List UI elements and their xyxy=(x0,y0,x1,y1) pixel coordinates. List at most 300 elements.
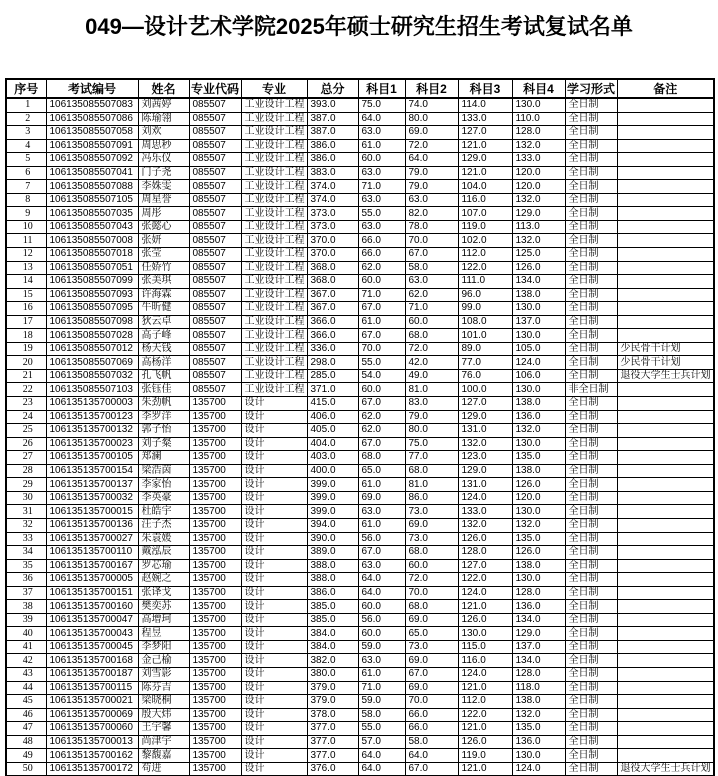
cell-subject3: 126.0 xyxy=(458,613,512,627)
cell-subject4: 135.0 xyxy=(512,722,565,736)
cell-total: 373.0 xyxy=(307,220,358,234)
cell-subject3: 122.0 xyxy=(458,708,512,722)
cell-major-code: 085507 xyxy=(189,342,241,356)
cell-subject3: 121.0 xyxy=(458,722,512,736)
cell-name: 张懿心 xyxy=(138,220,189,234)
cell-subject4: 136.0 xyxy=(512,410,565,424)
cell-total: 386.0 xyxy=(307,153,358,167)
cell-major-code: 135700 xyxy=(189,424,241,438)
cell-study-form: 全日制 xyxy=(565,573,617,587)
cell-major-code: 135700 xyxy=(189,559,241,573)
cell-subject2: 70.0 xyxy=(405,234,458,248)
cell-subject1: 63.0 xyxy=(358,559,405,573)
cell-total: 366.0 xyxy=(307,329,358,343)
cell-major: 工业设计工程 xyxy=(241,112,307,126)
cell-remark xyxy=(617,315,714,329)
cell-major-code: 085507 xyxy=(189,220,241,234)
cell-study-form: 全日制 xyxy=(565,600,617,614)
cell-subject3: 127.0 xyxy=(458,559,512,573)
cell-subject2: 73.0 xyxy=(405,640,458,654)
cell-exam-id: 106135135700013 xyxy=(46,735,138,749)
cell-major-code: 135700 xyxy=(189,640,241,654)
table-row xyxy=(6,451,714,465)
cell-remark xyxy=(617,410,714,424)
cell-major: 工业设计工程 xyxy=(241,234,307,248)
table-row xyxy=(6,397,714,411)
cell-major-code: 085507 xyxy=(189,139,241,153)
cell-index: 13 xyxy=(6,261,46,275)
cell-major: 工业设计工程 xyxy=(241,220,307,234)
cell-subject2: 81.0 xyxy=(405,383,458,397)
table-row xyxy=(6,505,714,519)
cell-subject2: 66.0 xyxy=(405,722,458,736)
cell-study-form: 全日制 xyxy=(565,248,617,262)
cell-total: 377.0 xyxy=(307,735,358,749)
cell-subject1: 63.0 xyxy=(358,505,405,519)
cell-major: 工业设计工程 xyxy=(241,383,307,397)
cell-name: 尚津宇 xyxy=(138,735,189,749)
cell-total: 368.0 xyxy=(307,275,358,289)
cell-study-form: 全日制 xyxy=(565,518,617,532)
cell-subject2: 60.0 xyxy=(405,315,458,329)
cell-major-code: 085507 xyxy=(189,98,241,112)
cell-remark xyxy=(617,478,714,492)
cell-total: 403.0 xyxy=(307,451,358,465)
cell-index: 23 xyxy=(6,397,46,411)
table-row xyxy=(6,207,714,221)
column-header-name: 姓名 xyxy=(138,79,189,98)
cell-subject3: 114.0 xyxy=(458,98,512,112)
cell-name: 刘欢 xyxy=(138,126,189,140)
cell-total: 377.0 xyxy=(307,722,358,736)
cell-major-code: 135700 xyxy=(189,518,241,532)
cell-major: 设计 xyxy=(241,410,307,424)
cell-subject2: 62.0 xyxy=(405,288,458,302)
cell-subject1: 64.0 xyxy=(358,749,405,763)
cell-subject3: 99.0 xyxy=(458,302,512,316)
cell-exam-id: 106135085507103 xyxy=(46,383,138,397)
cell-subject1: 71.0 xyxy=(358,288,405,302)
cell-major-code: 085507 xyxy=(189,126,241,140)
cell-exam-id: 106135135700105 xyxy=(46,451,138,465)
cell-exam-id: 106135085507095 xyxy=(46,302,138,316)
cell-name: 张译戈 xyxy=(138,586,189,600)
cell-remark xyxy=(617,491,714,505)
cell-major: 设计 xyxy=(241,451,307,465)
cell-index: 36 xyxy=(6,573,46,587)
cell-subject1: 55.0 xyxy=(358,722,405,736)
cell-study-form: 全日制 xyxy=(565,627,617,641)
cell-name: 李梦阳 xyxy=(138,640,189,654)
cell-remark xyxy=(617,749,714,763)
cell-subject1: 68.0 xyxy=(358,451,405,465)
cell-study-form: 全日制 xyxy=(565,424,617,438)
cell-remark xyxy=(617,464,714,478)
table-row xyxy=(6,220,714,234)
cell-major-code: 085507 xyxy=(189,356,241,370)
cell-index: 3 xyxy=(6,126,46,140)
cell-subject1: 59.0 xyxy=(358,640,405,654)
cell-exam-id: 106135135700043 xyxy=(46,627,138,641)
cell-subject3: 116.0 xyxy=(458,193,512,207)
cell-major: 设计 xyxy=(241,586,307,600)
cell-exam-id: 106135135700032 xyxy=(46,491,138,505)
cell-subject4: 130.0 xyxy=(512,749,565,763)
cell-exam-id: 106135135700132 xyxy=(46,424,138,438)
column-header-major-code: 专业代码 xyxy=(189,79,241,98)
cell-study-form: 全日制 xyxy=(565,410,617,424)
cell-index: 40 xyxy=(6,627,46,641)
cell-subject4: 126.0 xyxy=(512,478,565,492)
cell-major: 工业设计工程 xyxy=(241,166,307,180)
cell-subject3: 133.0 xyxy=(458,112,512,126)
cell-name: 汪子杰 xyxy=(138,518,189,532)
cell-major: 设计 xyxy=(241,424,307,438)
cell-total: 394.0 xyxy=(307,518,358,532)
cell-total: 400.0 xyxy=(307,464,358,478)
cell-major-code: 085507 xyxy=(189,166,241,180)
cell-subject1: 71.0 xyxy=(358,681,405,695)
cell-subject1: 63.0 xyxy=(358,166,405,180)
cell-subject4: 132.0 xyxy=(512,234,565,248)
cell-subject4: 132.0 xyxy=(512,139,565,153)
cell-subject4: 130.0 xyxy=(512,329,565,343)
cell-total: 382.0 xyxy=(307,654,358,668)
cell-subject3: 112.0 xyxy=(458,695,512,709)
cell-major-code: 135700 xyxy=(189,681,241,695)
cell-subject3: 119.0 xyxy=(458,749,512,763)
cell-total: 384.0 xyxy=(307,627,358,641)
cell-name: 牛昕健 xyxy=(138,302,189,316)
table-row xyxy=(6,437,714,451)
cell-total: 374.0 xyxy=(307,193,358,207)
cell-remark xyxy=(617,261,714,275)
cell-subject4: 130.0 xyxy=(512,98,565,112)
cell-subject3: 121.0 xyxy=(458,681,512,695)
cell-major: 工业设计工程 xyxy=(241,288,307,302)
cell-subject3: 119.0 xyxy=(458,220,512,234)
cell-subject1: 63.0 xyxy=(358,654,405,668)
cell-subject2: 86.0 xyxy=(405,491,458,505)
cell-subject1: 64.0 xyxy=(358,112,405,126)
cell-exam-id: 106135085507035 xyxy=(46,207,138,221)
cell-subject3: 122.0 xyxy=(458,573,512,587)
cell-major-code: 085507 xyxy=(189,153,241,167)
cell-subject2: 69.0 xyxy=(405,613,458,627)
cell-remark xyxy=(617,681,714,695)
cell-major-code: 135700 xyxy=(189,437,241,451)
table-row xyxy=(6,573,714,587)
cell-exam-id: 106135135700021 xyxy=(46,695,138,709)
cell-total: 384.0 xyxy=(307,640,358,654)
cell-subject4: 128.0 xyxy=(512,126,565,140)
column-header-subject2: 科目2 xyxy=(405,79,458,98)
cell-major-code: 085507 xyxy=(189,329,241,343)
column-header-study-form: 学习形式 xyxy=(565,79,617,98)
cell-study-form: 全日制 xyxy=(565,261,617,275)
table-row xyxy=(6,667,714,681)
cell-subject4: 130.0 xyxy=(512,505,565,519)
table-row xyxy=(6,491,714,505)
table-row xyxy=(6,627,714,641)
cell-subject4: 120.0 xyxy=(512,180,565,194)
cell-study-form: 全日制 xyxy=(565,762,617,776)
cell-study-form: 全日制 xyxy=(565,735,617,749)
cell-subject3: 127.0 xyxy=(458,126,512,140)
cell-subject3: 124.0 xyxy=(458,667,512,681)
cell-subject1: 60.0 xyxy=(358,600,405,614)
cell-total: 370.0 xyxy=(307,248,358,262)
table-row xyxy=(6,234,714,248)
cell-subject4: 130.0 xyxy=(512,302,565,316)
cell-subject4: 132.0 xyxy=(512,193,565,207)
cell-remark xyxy=(617,735,714,749)
cell-subject3: 133.0 xyxy=(458,505,512,519)
cell-major-code: 135700 xyxy=(189,586,241,600)
cell-subject1: 57.0 xyxy=(358,735,405,749)
cell-subject2: 58.0 xyxy=(405,735,458,749)
cell-index: 20 xyxy=(6,356,46,370)
cell-subject1: 70.0 xyxy=(358,342,405,356)
cell-index: 39 xyxy=(6,613,46,627)
cell-subject4: 105.0 xyxy=(512,342,565,356)
cell-exam-id: 106135135700023 xyxy=(46,437,138,451)
cell-name: 张钰佳 xyxy=(138,383,189,397)
cell-major-code: 085507 xyxy=(189,248,241,262)
cell-subject1: 60.0 xyxy=(358,383,405,397)
cell-study-form: 全日制 xyxy=(565,586,617,600)
cell-subject2: 67.0 xyxy=(405,762,458,776)
cell-subject4: 126.0 xyxy=(512,261,565,275)
table-row xyxy=(6,356,714,370)
cell-remark xyxy=(617,600,714,614)
cell-index: 2 xyxy=(6,112,46,126)
cell-subject1: 60.0 xyxy=(358,153,405,167)
table-row xyxy=(6,559,714,573)
cell-remark xyxy=(617,112,714,126)
cell-major-code: 135700 xyxy=(189,478,241,492)
cell-subject3: 111.0 xyxy=(458,275,512,289)
cell-major-code: 085507 xyxy=(189,234,241,248)
table-row xyxy=(6,464,714,478)
cell-total: 376.0 xyxy=(307,762,358,776)
cell-exam-id: 106135135700110 xyxy=(46,546,138,560)
cell-exam-id: 106135085507093 xyxy=(46,288,138,302)
cell-subject4: 130.0 xyxy=(512,437,565,451)
cell-total: 404.0 xyxy=(307,437,358,451)
cell-subject1: 62.0 xyxy=(358,424,405,438)
cell-subject2: 79.0 xyxy=(405,166,458,180)
cell-major-code: 135700 xyxy=(189,708,241,722)
cell-name: 李家怡 xyxy=(138,478,189,492)
cell-remark xyxy=(617,234,714,248)
cell-subject1: 67.0 xyxy=(358,329,405,343)
cell-index: 15 xyxy=(6,288,46,302)
cell-major-code: 135700 xyxy=(189,397,241,411)
column-header-subject3: 科目3 xyxy=(458,79,512,98)
cell-major: 设计 xyxy=(241,762,307,776)
cell-index: 35 xyxy=(6,559,46,573)
cell-major-code: 135700 xyxy=(189,532,241,546)
cell-index: 31 xyxy=(6,505,46,519)
cell-remark xyxy=(617,302,714,316)
cell-subject3: 122.0 xyxy=(458,261,512,275)
cell-index: 50 xyxy=(6,762,46,776)
cell-remark xyxy=(617,654,714,668)
cell-remark xyxy=(617,559,714,573)
cell-name: 戴泓辰 xyxy=(138,546,189,560)
cell-total: 386.0 xyxy=(307,586,358,600)
cell-major: 设计 xyxy=(241,491,307,505)
column-header-index: 序号 xyxy=(6,79,46,98)
cell-name: 周彤 xyxy=(138,207,189,221)
cell-major: 设计 xyxy=(241,667,307,681)
table-row xyxy=(6,654,714,668)
table-row xyxy=(6,369,714,383)
cell-exam-id: 106135085507092 xyxy=(46,153,138,167)
cell-subject2: 72.0 xyxy=(405,342,458,356)
cell-subject3: 121.0 xyxy=(458,166,512,180)
cell-study-form: 全日制 xyxy=(565,654,617,668)
cell-subject2: 63.0 xyxy=(405,193,458,207)
cell-subject2: 73.0 xyxy=(405,505,458,519)
cell-subject2: 74.0 xyxy=(405,98,458,112)
cell-major-code: 085507 xyxy=(189,261,241,275)
cell-subject2: 81.0 xyxy=(405,478,458,492)
cell-total: 285.0 xyxy=(307,369,358,383)
cell-index: 27 xyxy=(6,451,46,465)
cell-subject4: 135.0 xyxy=(512,532,565,546)
table-row xyxy=(6,342,714,356)
cell-major: 设计 xyxy=(241,546,307,560)
cell-exam-id: 106135135700154 xyxy=(46,464,138,478)
cell-remark xyxy=(617,288,714,302)
cell-exam-id: 106135135700005 xyxy=(46,573,138,587)
cell-major: 工业设计工程 xyxy=(241,329,307,343)
cell-total: 388.0 xyxy=(307,573,358,587)
cell-subject2: 67.0 xyxy=(405,667,458,681)
cell-name: 狄云卓 xyxy=(138,315,189,329)
cell-total: 405.0 xyxy=(307,424,358,438)
cell-study-form: 全日制 xyxy=(565,275,617,289)
cell-subject4: 113.0 xyxy=(512,220,565,234)
cell-index: 41 xyxy=(6,640,46,654)
table-row xyxy=(6,735,714,749)
cell-name: 刘茜婷 xyxy=(138,98,189,112)
cell-subject4: 138.0 xyxy=(512,397,565,411)
table-row xyxy=(6,546,714,560)
cell-exam-id: 106135085507098 xyxy=(46,315,138,329)
cell-subject3: 124.0 xyxy=(458,586,512,600)
cell-subject4: 130.0 xyxy=(512,383,565,397)
cell-subject1: 66.0 xyxy=(358,248,405,262)
cell-name: 杜皓宇 xyxy=(138,505,189,519)
cell-name: 郭子怡 xyxy=(138,424,189,438)
cell-subject2: 69.0 xyxy=(405,126,458,140)
cell-major-code: 085507 xyxy=(189,180,241,194)
cell-study-form: 全日制 xyxy=(565,153,617,167)
cell-index: 34 xyxy=(6,546,46,560)
cell-index: 6 xyxy=(6,166,46,180)
cell-subject4: 120.0 xyxy=(512,491,565,505)
cell-major: 工业设计工程 xyxy=(241,302,307,316)
cell-major-code: 135700 xyxy=(189,749,241,763)
cell-subject3: 126.0 xyxy=(458,532,512,546)
cell-subject1: 67.0 xyxy=(358,397,405,411)
cell-index: 14 xyxy=(6,275,46,289)
cell-major: 设计 xyxy=(241,518,307,532)
cell-exam-id: 106135085507018 xyxy=(46,248,138,262)
cell-total: 373.0 xyxy=(307,207,358,221)
cell-name: 张妍 xyxy=(138,234,189,248)
page-title: 049—设计艺术学院2025年硕士研究生招生考试复试名单 xyxy=(85,14,633,39)
cell-total: 374.0 xyxy=(307,180,358,194)
table-row xyxy=(6,166,714,180)
cell-major: 工业设计工程 xyxy=(241,315,307,329)
cell-subject2: 42.0 xyxy=(405,356,458,370)
cell-name: 朱袁媛 xyxy=(138,532,189,546)
table-row xyxy=(6,248,714,262)
cell-remark xyxy=(617,383,714,397)
cell-subject4: 136.0 xyxy=(512,735,565,749)
cell-major-code: 135700 xyxy=(189,464,241,478)
table-row xyxy=(6,518,714,532)
cell-subject2: 68.0 xyxy=(405,464,458,478)
cell-total: 385.0 xyxy=(307,600,358,614)
cell-major: 工业设计工程 xyxy=(241,98,307,112)
cell-major-code: 085507 xyxy=(189,302,241,316)
cell-index: 10 xyxy=(6,220,46,234)
cell-total: 387.0 xyxy=(307,126,358,140)
cell-subject2: 64.0 xyxy=(405,749,458,763)
cell-major-code: 085507 xyxy=(189,112,241,126)
cell-major-code: 085507 xyxy=(189,315,241,329)
cell-remark xyxy=(617,153,714,167)
cell-subject4: 129.0 xyxy=(512,207,565,221)
cell-name: 周星誉 xyxy=(138,193,189,207)
cell-index: 7 xyxy=(6,180,46,194)
cell-exam-id: 106135085507008 xyxy=(46,234,138,248)
cell-remark xyxy=(617,722,714,736)
cell-major: 设计 xyxy=(241,397,307,411)
cell-study-form: 全日制 xyxy=(565,329,617,343)
cell-name: 苟进 xyxy=(138,762,189,776)
cell-study-form: 全日制 xyxy=(565,546,617,560)
cell-subject3: 112.0 xyxy=(458,248,512,262)
cell-name: 高子峰 xyxy=(138,329,189,343)
cell-subject4: 128.0 xyxy=(512,667,565,681)
table-row xyxy=(6,315,714,329)
cell-subject1: 71.0 xyxy=(358,180,405,194)
table-row xyxy=(6,193,714,207)
cell-subject4: 129.0 xyxy=(512,627,565,641)
cell-major: 设计 xyxy=(241,505,307,519)
cell-exam-id: 106135085507105 xyxy=(46,193,138,207)
cell-subject1: 67.0 xyxy=(358,546,405,560)
cell-index: 22 xyxy=(6,383,46,397)
table-row xyxy=(6,302,714,316)
cell-exam-id: 106135085507041 xyxy=(46,166,138,180)
cell-exam-id: 106135135700187 xyxy=(46,667,138,681)
cell-subject1: 59.0 xyxy=(358,695,405,709)
cell-total: 399.0 xyxy=(307,491,358,505)
cell-subject2: 63.0 xyxy=(405,275,458,289)
cell-subject4: 133.0 xyxy=(512,153,565,167)
table-row xyxy=(6,722,714,736)
cell-index: 5 xyxy=(6,153,46,167)
cell-name: 陈瑜翎 xyxy=(138,112,189,126)
cell-index: 24 xyxy=(6,410,46,424)
